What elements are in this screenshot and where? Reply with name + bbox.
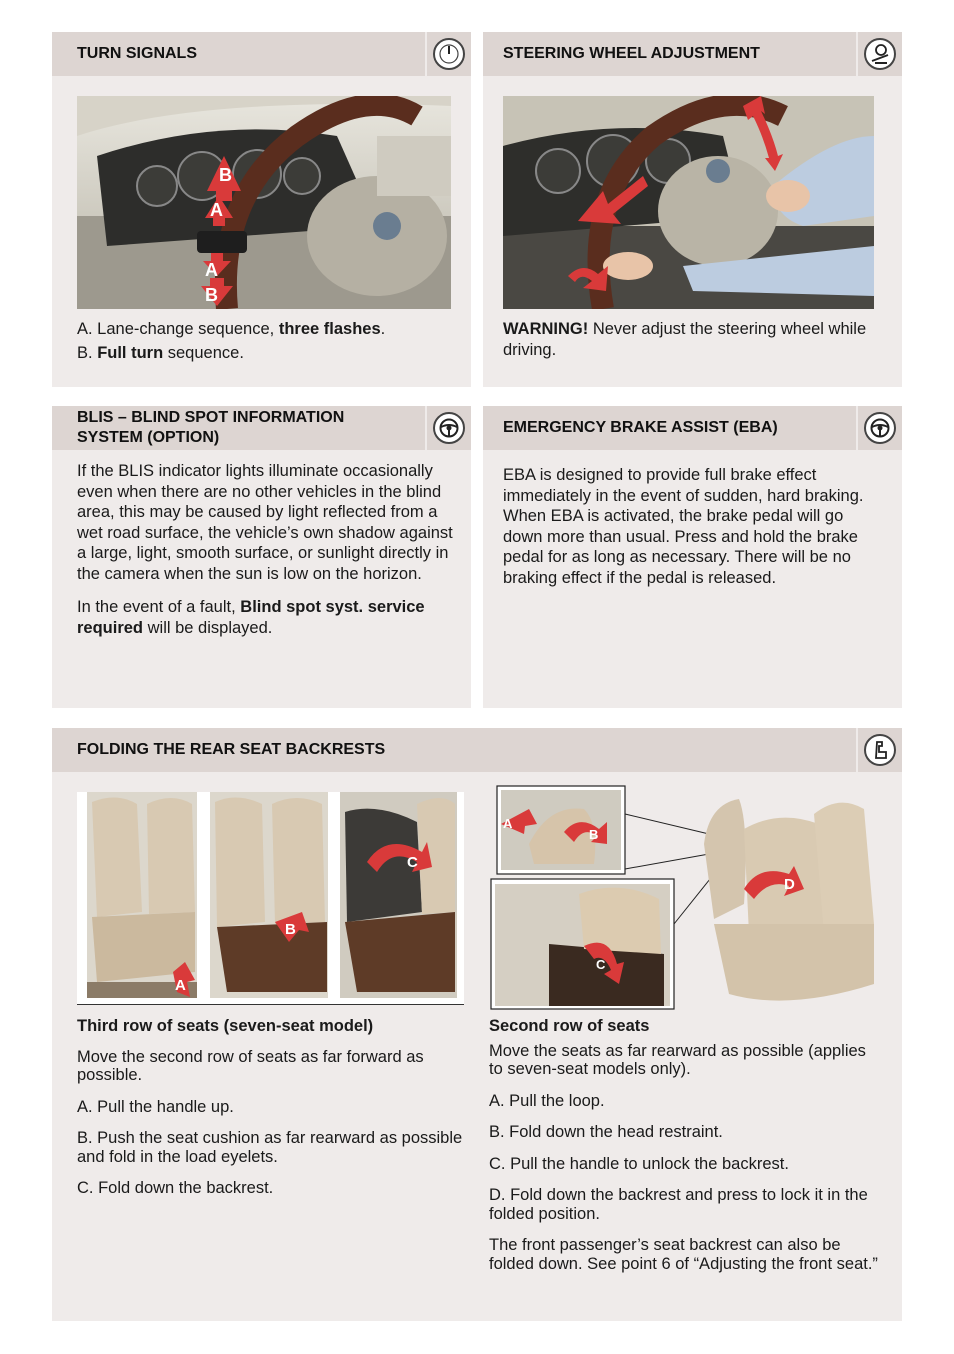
third-row-intro: Move the second row of seats as far forward as possible.	[77, 1047, 424, 1084]
second-row-heading: Second row of seats	[489, 1017, 650, 1035]
blis-title: BLIS – BLIND SPOT INFORMATION SYSTEM (OPTION)	[77, 409, 345, 446]
line-a: A. Lane-change sequence, three flashes.	[77, 320, 386, 338]
turn-signals-photo	[77, 96, 451, 309]
second-row-label-a: A	[503, 816, 513, 831]
seat-icon	[858, 728, 902, 772]
third-row-text	[77, 1017, 467, 1211]
eba-para: EBA is designed to provide full brake effect immediately in the event of sudden, hard braking. When EBA is activated, the brake pedal will go down more than usual. Press and hold the brake pedal for as long as necessary. There will be no braking effect if the pedal is released.	[503, 466, 864, 587]
second-row-intro: Move the seats as far rearward as possible (applies to seven-seat models only).	[489, 1041, 866, 1078]
gauge-icon	[427, 32, 471, 76]
third-row-label-a: A	[175, 977, 186, 994]
blis-para2: In the event of a fault, Blind spot syst. service required will be displayed.	[77, 598, 425, 637]
steering-header	[483, 32, 856, 76]
eba-panel	[483, 406, 902, 708]
second-row-label-c: C	[596, 957, 606, 972]
third-row-label-b: B	[285, 921, 296, 938]
third-row-photos	[77, 792, 464, 1005]
second-row-note: The front passenger’s seat backrest can also be folded down. See point 6 of “Adjusting the front seat.”	[489, 1236, 878, 1273]
blis-panel	[52, 406, 471, 708]
blis-text	[77, 461, 457, 651]
label-b-top: B	[219, 165, 232, 185]
turn-signals-title: TURN SIGNALS	[77, 45, 197, 62]
steering-wheel-icon	[858, 406, 902, 450]
turn-signals-panel	[52, 32, 471, 387]
turn-signals-header	[52, 32, 425, 76]
third-row-label-c: C	[407, 854, 418, 871]
label-a-bottom: A	[205, 260, 218, 280]
second-row-label-d: D	[784, 876, 795, 893]
label-a-top: A	[210, 200, 223, 220]
second-row-step-d: D. Fold down the backrest and press to lock it in the folded position.	[489, 1186, 868, 1223]
second-row-step-a: A. Pull the loop.	[489, 1091, 605, 1110]
turn-signals-text	[77, 319, 451, 363]
third-row-step-b: B. Push the seat cushion as far rearward as possible and fold in the load eyelets.	[77, 1129, 463, 1166]
eba-header	[483, 406, 856, 450]
folding-title: FOLDING THE REAR SEAT BACKRESTS	[77, 741, 386, 758]
folding-panel	[52, 728, 902, 1321]
blis-header	[52, 406, 425, 450]
blis-para1: If the BLIS indicator lights illuminate occasionally even when there are no other vehicles in the blind area, this may be caused by light reflected from a wet road surface, the vehicle’s own shadow against a large, light, smooth surface, or sunlight directly in the camera when the sun is low on the horizon.	[77, 462, 453, 583]
third-row-step-c: C. Fold down the backrest.	[77, 1179, 274, 1197]
second-row-text	[489, 1017, 879, 1286]
eba-title: EMERGENCY BRAKE ASSIST (EBA)	[503, 419, 778, 436]
steering-wheel-icon	[427, 406, 471, 450]
second-row-photos	[489, 784, 879, 1011]
second-row-step-c: C. Pull the handle to unlock the backrest.	[489, 1154, 789, 1173]
second-row-label-b: B	[589, 827, 599, 842]
steering-warning: WARNING! Never adjust the steering wheel while driving.	[503, 320, 867, 359]
label-b-bottom: B	[205, 285, 218, 305]
third-row-heading: Third row of seats (seven-seat model)	[77, 1017, 374, 1035]
third-row-step-a: A. Pull the handle up.	[77, 1097, 234, 1116]
steering-adjust-icon	[858, 32, 902, 76]
steering-photo	[503, 96, 874, 309]
eba-text	[503, 465, 881, 601]
steering-title: STEERING WHEEL ADJUSTMENT	[503, 45, 760, 62]
folding-header	[52, 728, 856, 772]
steering-panel	[483, 32, 902, 387]
line-b: B. Full turn sequence.	[77, 343, 244, 362]
second-row-step-b: B. Fold down the head restraint.	[489, 1123, 723, 1141]
